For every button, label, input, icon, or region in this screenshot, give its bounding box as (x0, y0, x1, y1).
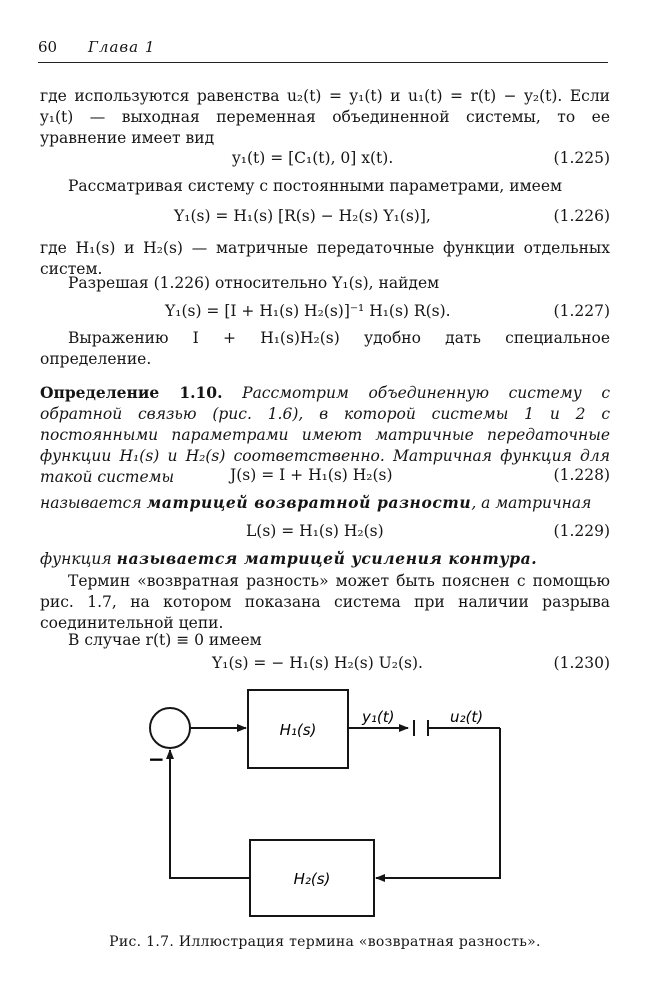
definition-text: Рассмотрим объединенную систему с обратной связью (рис. 1.6), в которой системы 1 и 2 с постоянными параметрами имеют матричные передаточные функции H₁(s) и H₂(s) соответственно. Матричная функция для такой системы (40, 384, 610, 486)
equation-number: (1.229) (553, 522, 610, 540)
paragraph-1: где используются равенства u₂(t) = y₁(t) и u₁(t) = r(t) − y₂(t). Если y₁(t) — выходная переменная объединенной системы, то ее уравнение имеет вид (40, 87, 610, 147)
term-loop-gain-matrix: матрицей усиления контура. (243, 549, 538, 568)
equation-number: (1.227) (553, 302, 610, 320)
term-return-difference-matrix: матрицей возвратной разности (146, 493, 472, 512)
definition-text: функция (40, 550, 117, 568)
paragraph-3: где H₁(s) и H₂(s) — матричные передаточные функции отдельных систем. (40, 239, 610, 278)
block-h2-label: H₂(s) (293, 870, 331, 888)
definition-text: называется (40, 494, 147, 512)
block-h1-label: H₁(s) (279, 721, 317, 739)
paragraph-7: В случае r(t) ≡ 0 имеем (68, 631, 262, 649)
minus-sign: − (148, 747, 165, 771)
equation-expression: J(s) = I + H₁(s) H₂(s) (230, 466, 393, 484)
feedback-wire (170, 750, 250, 878)
equation-expression: y₁(t) = [C₁(t), 0] x(t). (232, 149, 394, 167)
equation-expression: Y₁(s) = H₁(s) [R(s) − H₂(s) Y₁(s)], (174, 207, 431, 225)
equation-number: (1.225) (553, 149, 610, 167)
paragraph-6: Термин «возвратная разность» может быть пояснен с помощью рис. 1.7, на котором показана система при наличии разрыва соединительной цепи. (40, 572, 610, 632)
definition-text: называется (116, 549, 244, 568)
paragraph-4: Разрешая (1.226) относительно Y₁(s), найдем (68, 274, 440, 292)
figure-caption: Рис. 1.7. Иллюстрация термина «возвратная разность». (109, 934, 541, 950)
equation-number: (1.226) (553, 207, 610, 225)
paragraph-2: Рассматривая систему с постоянными параметрами, имеем (68, 177, 563, 195)
equation-expression: Y₁(s) = − H₁(s) H₂(s) U₂(s). (212, 654, 423, 672)
chapter-title: Глава 1 (88, 38, 156, 56)
signal-y1-label: y₁(t) (362, 708, 395, 726)
page-number: 60 (38, 38, 58, 56)
equation-number: (1.230) (553, 654, 610, 672)
equation-expression: L(s) = H₁(s) H₂(s) (246, 522, 384, 540)
definition-text: , а матричная (471, 494, 592, 512)
signal-u2-label: u₂(t) (450, 708, 484, 726)
equation-expression: Y₁(s) = [I + H₁(s) H₂(s)]⁻¹ H₁(s) R(s). (165, 302, 451, 320)
wire-to-h2 (376, 728, 500, 878)
definition-title: Определение 1.10. (40, 383, 223, 402)
equation-number: (1.228) (553, 466, 610, 484)
paragraph-5: Выражению I + H₁(s)H₂(s) удобно дать специальное определение. (40, 329, 610, 368)
summing-junction (150, 708, 190, 748)
